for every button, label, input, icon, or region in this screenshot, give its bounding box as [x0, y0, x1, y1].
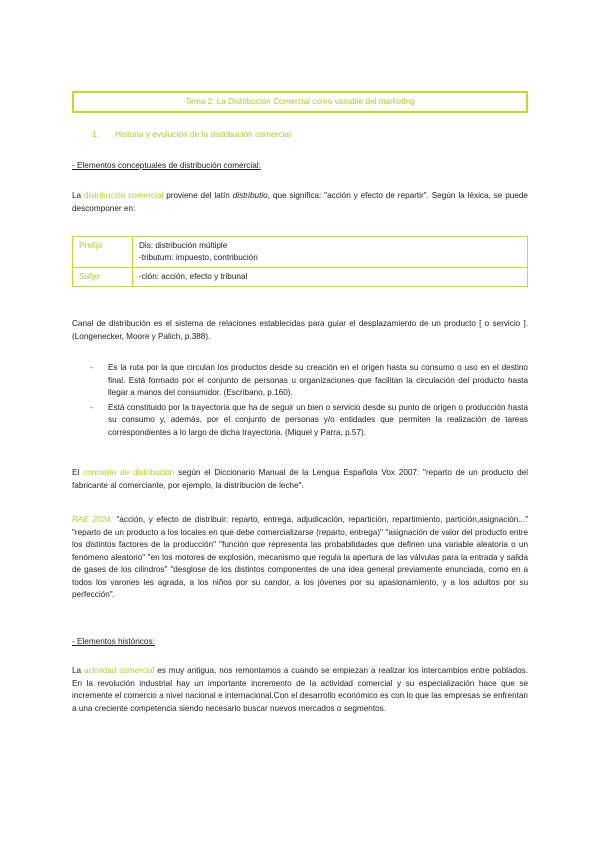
italic-term: distributio — [232, 191, 268, 200]
section-number: 1. — [92, 129, 99, 139]
historia-paragraph: La actividad comercial es muy antigua, nos remontamos a cuando se empiezan a realizar los intercambios entre poblados. En la revolución industrial hay un importante incremento de la actividad comercial y su especialización hace que se incremente el comercio a nivel nacional e internacional.Con el desarrollo económico es con lo que las empresas se enfrentan a una creciente competencia siendo necesario buscar nuevos mercados o segmentos. — [72, 666, 528, 713]
table-value: Dis: distribución múltiple -tributum: impuesto, contribución — [133, 237, 528, 268]
highlight-term: RAE 2024: — [72, 515, 113, 524]
table-row — [73, 268, 528, 287]
document-title: Tema 2: La Distribución Comercial como variable del marketing — [72, 91, 528, 113]
highlight-term: concepto de distribución — [83, 468, 175, 477]
list-item: - Es la ruta por la que circulan los productos desde su creación en el origen hasta su consumo o uso en el destino final. Está formado por el conjunto de personas u organizaciones que facilitan la circulación del producto hasta llegar a manos del consumidor. (Escribano, p.160). — [90, 363, 528, 397]
concepto-paragraph: El concepto de distribución según el Diccionario Manual de la Lengua Española Vox 2007: "reparto de un producto del fabricante al comerciante, por ejemplo, la distribución de leche". — [72, 468, 528, 490]
list-item: - Está constituido por la trayectoria que ha de seguir un bien o servicio desde su punto de origen o producción hasta su consumo y, además, por el conjunto de personas y/o entidades que permiten la realización de tareas correspondientes a lo largo de dicha trayectoria. (Miquel y Parra, p.57). — [90, 402, 528, 437]
section-heading — [92, 128, 291, 141]
etymology-table — [72, 236, 528, 287]
highlight-term: distribución comercial — [84, 191, 164, 200]
rae-paragraph: RAE 2024: "acción, y efecto de distribuir: reparto, entrega, adjudicación, repartición, repartimiento, partición,asignación..." "reparto de un producto a los locales en que debe comercializarse (reparto, entrega)" "asignación de valor del producto entre los distintos factores de la producción" "función que representa las probabilidades que definen una variable aleatoria o un fenómeno aleatorio" "en los motores de explosión, mecanismo que regula la apertura de las válvulas para la entrada y salida de gases de los cilindros" "desglose de los distintos componentes de una idea general previamente enunciada, como en a todos los varones les agrada, a los niños por su candor, a los jóvenes por su apasionamiento, y a los adultos por su perfección". — [72, 515, 528, 599]
table-row — [73, 237, 528, 268]
table-label: Prefijo — [73, 237, 133, 268]
table-label: Sufijo — [73, 268, 133, 287]
highlight-term: actividad comercial — [84, 666, 155, 675]
section-title: Historia y evolución de la distribución comercial — [115, 129, 291, 139]
subheading-historicos: - Elementos históricos: — [72, 637, 155, 646]
canal-paragraph: Canal de distribución es el sistema de relaciones establecidas para guiar el desplazamiento de un producto [ o servicio ]. (Longenecker, Moore y Palich, p.388). — [72, 319, 528, 341]
definition-list — [90, 362, 528, 439]
subheading-conceptual: - Elementos conceptuales de distribución comercial: — [72, 161, 261, 170]
intro-paragraph: La distribución comercial proviene del latín distributio, que significa: "acción y efecto de repartir". Según la léxica, se puede descomponer en: — [72, 191, 528, 213]
table-value: -ción: acción, efecto y tribunal — [133, 268, 528, 287]
